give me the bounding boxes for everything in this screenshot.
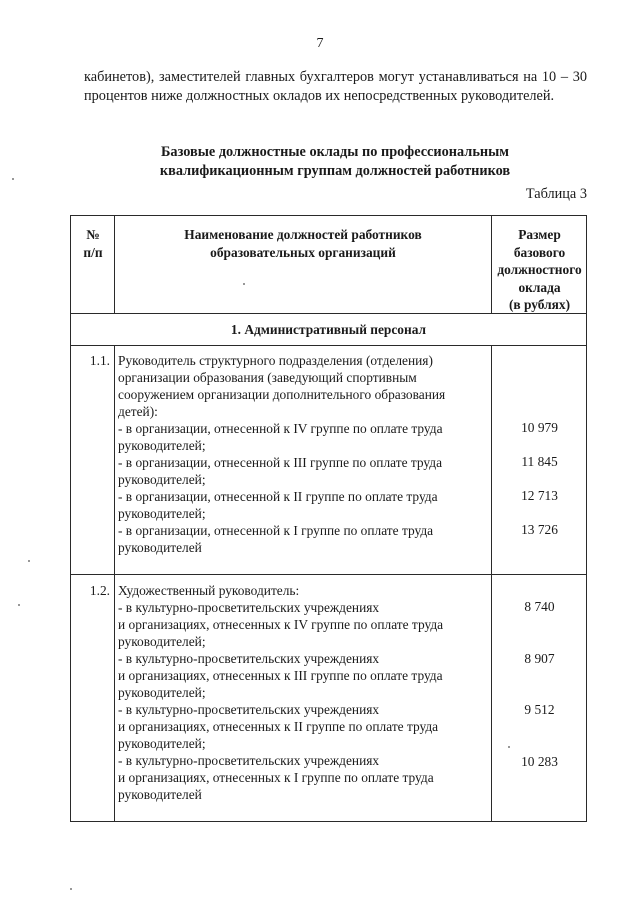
column-rule-2-body	[491, 345, 492, 822]
header-salary-line-5: (в рублях)	[508, 297, 571, 312]
scan-speck	[28, 560, 30, 562]
intro-paragraph: кабинетов), заместителей главных бухгалтеров могут устанавливаться на 10 – 30 процентов ниже должностных окладов их непосредственных руководителей.	[84, 69, 587, 104]
row-description-line: и организациях, отнесенных к III группе по оплате труда	[118, 668, 443, 683]
row-description-line: - в организации, отнесенной к IV группе по оплате труда	[118, 421, 443, 436]
table-border-top	[70, 215, 587, 216]
row-description-line: детей):	[118, 404, 158, 419]
header-position-line-2: образовательных организаций	[210, 244, 396, 260]
row-description-line: руководителей;	[118, 634, 206, 649]
header-number-line-2: п/п	[83, 244, 103, 260]
salary-amount: 8 907	[524, 651, 555, 666]
row-description-line: организации образования (заведующий спортивным	[118, 370, 417, 385]
header-salary-line-2: базового	[513, 244, 566, 260]
header-salary-line-4: оклада	[518, 279, 561, 295]
scan-speck	[12, 178, 14, 180]
row-description-line: - в культурно-просветительских учреждениях	[118, 600, 380, 615]
row-description-line: - в организации, отнесенной к III группе по оплате труда	[118, 455, 443, 470]
row-description-line: руководителей;	[118, 685, 206, 700]
scan-speck	[243, 283, 245, 285]
salary-amount: 13 726	[521, 522, 558, 537]
row-description-line: и организациях, отнесенных к IV группе по оплате труда	[118, 617, 444, 632]
group-title: 1. Административный персонал	[230, 322, 427, 337]
table-border-right	[586, 215, 587, 822]
table-border-bottom	[70, 821, 587, 822]
header-number-cell	[72, 226, 114, 261]
row-description	[118, 582, 488, 803]
row-description-line: руководителей;	[118, 472, 206, 487]
row-rule-1	[70, 574, 587, 575]
header-salary-line-1: Размер	[518, 227, 561, 242]
row-description-line: руководителей	[118, 787, 202, 802]
row-description-line: и организациях, отнесенных к I группе по оплате труда	[118, 770, 434, 785]
group-bottom-rule	[70, 345, 587, 346]
header-salary-line-3: должностного	[497, 262, 582, 277]
section-title-line-2: квалификационным группам должностей работников	[159, 163, 511, 179]
section-title	[70, 143, 600, 181]
column-rule-2-header	[491, 215, 492, 313]
row-description-line: руководителей	[118, 540, 202, 555]
header-position-cell	[116, 226, 490, 261]
row-description-line: и организациях, отнесенных к II группе по оплате труда	[118, 719, 439, 734]
table-border-left	[70, 215, 71, 822]
row-description-line: Руководитель структурного подразделения (отделения)	[118, 353, 433, 368]
scan-speck	[508, 746, 510, 748]
row-number: 1.2.	[89, 583, 110, 598]
header-position-line-1: Наименование должностей работников	[184, 227, 422, 242]
salary-amount: 12 713	[521, 488, 558, 503]
salary-amount: 9 512	[524, 702, 555, 717]
section-title-line-1: Базовые должностные оклады по профессиональным	[160, 144, 510, 160]
row-description-line: - в культурно-просветительских учреждениях	[118, 702, 380, 717]
table-caption: Таблица 3	[525, 186, 587, 202]
row-description-line: - в культурно-просветительских учреждениях	[118, 651, 380, 666]
row-description-line: - в организации, отнесенной к I группе по оплате труда	[118, 523, 434, 538]
row-description-line: Художественный руководитель:	[118, 583, 300, 598]
scan-speck	[18, 604, 20, 606]
row-description-line: - в организации, отнесенной к II группе по оплате труда	[118, 489, 438, 504]
salary-amount: 8 740	[524, 599, 555, 614]
row-description	[118, 352, 488, 556]
column-rule-1-body	[114, 345, 115, 822]
salary-amount: 11 845	[521, 454, 558, 469]
salary-amount: 10 283	[521, 754, 558, 769]
salary-amount: 10 979	[521, 420, 558, 435]
row-description-line: - в культурно-просветительских учреждениях	[118, 753, 380, 768]
row-description-line: руководителей;	[118, 736, 206, 751]
scan-speck	[70, 888, 72, 890]
header-salary-cell	[493, 226, 586, 314]
page-number: 7	[316, 36, 324, 51]
header-number-line-1: №	[86, 227, 100, 242]
row-description-line: сооружением организации дополнительного образования	[118, 387, 446, 402]
row-description-line: руководителей;	[118, 438, 206, 453]
salary-table	[70, 215, 587, 822]
row-description-line: руководителей;	[118, 506, 206, 521]
row-number: 1.1.	[89, 353, 110, 368]
column-rule-1-header	[114, 215, 115, 313]
